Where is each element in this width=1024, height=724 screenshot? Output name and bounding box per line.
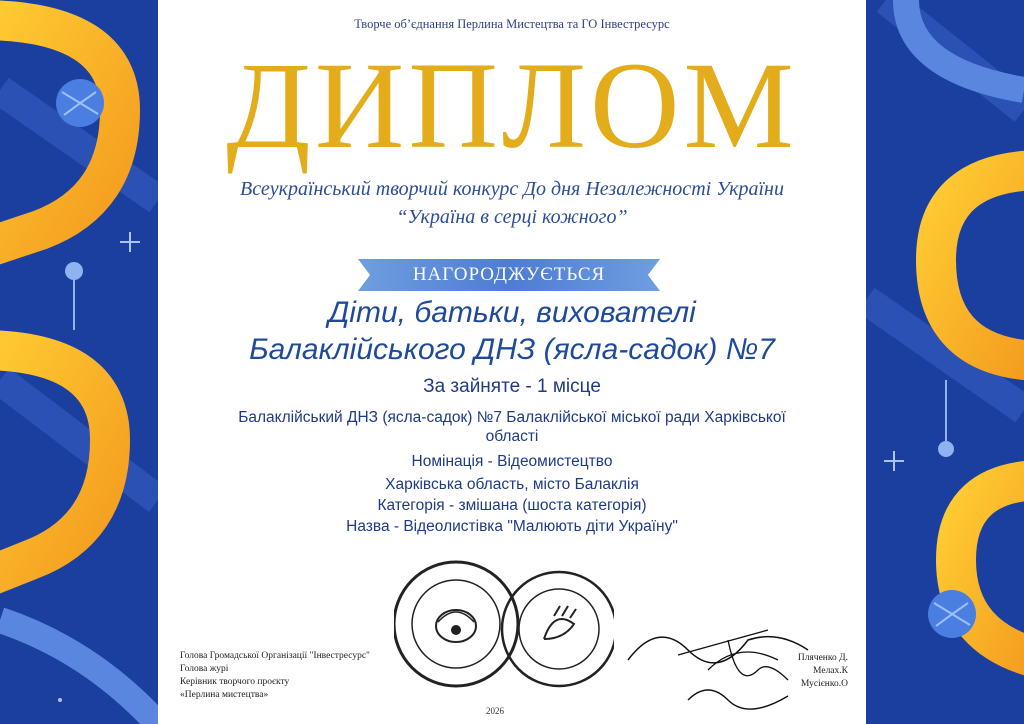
ribbon-label: НАГОРОДЖУЄТЬСЯ [412,264,606,285]
institution-line-2: області [485,428,539,445]
nomination: Номінація - Відеомистецтво [411,453,613,470]
diploma-title: ДИПЛОМ [226,37,798,174]
recipient-line-2: Балаклійського ДНЗ (ясла-садок) №7 [249,333,775,366]
signatory-name: Пляченко Д. [797,653,848,663]
left-decor-panel [0,0,158,724]
award-ribbon [358,259,660,291]
signatory-role: «Перлина мистецтва» [180,690,269,700]
left-decor-graphic [0,0,158,724]
right-decor-graphic [866,0,1024,724]
investresurs-seal [502,572,614,686]
year: 2026 [486,706,504,716]
category: Категорія - змішана (шоста категорія) [377,497,647,514]
signatory-role: Керівник творчого проєкту [180,677,290,687]
contest-slogan: “Україна в серці кожного” [396,206,628,228]
signatory-role: Голова Громадської Організації "Інвестресурс" [180,651,370,661]
signatory-role: Голова журі [180,664,229,674]
right-decor-panel [866,0,1024,724]
region: Харківська область, місто Балаклія [385,476,639,493]
institution-line-1: Балаклійський ДНЗ (ясла-садок) №7 Балаклійської міської ради Харківської [238,409,786,426]
signatory-name: Мусієнко.О [800,679,848,689]
stamps [394,554,614,704]
organizers-line: Творче об’єднання Перлина Мистецтва та ГО Інвестресурс [354,17,670,31]
signatory-names [790,652,848,691]
work-title: Назва - Відеолистівка "Малюють діти Україну" [346,518,678,535]
certificate-sheet [158,0,866,724]
signatory-roles [180,650,370,702]
signatory-name: Мелах.К [813,666,848,676]
place-awarded: За зайняте - 1 місце [423,376,601,397]
perlyna-seal [394,562,518,686]
recipient-line-1: Діти, батьки, вихователі [328,296,696,329]
contest-name: Всеукраїнський творчий конкурс До дня Незалежності України [240,178,784,200]
